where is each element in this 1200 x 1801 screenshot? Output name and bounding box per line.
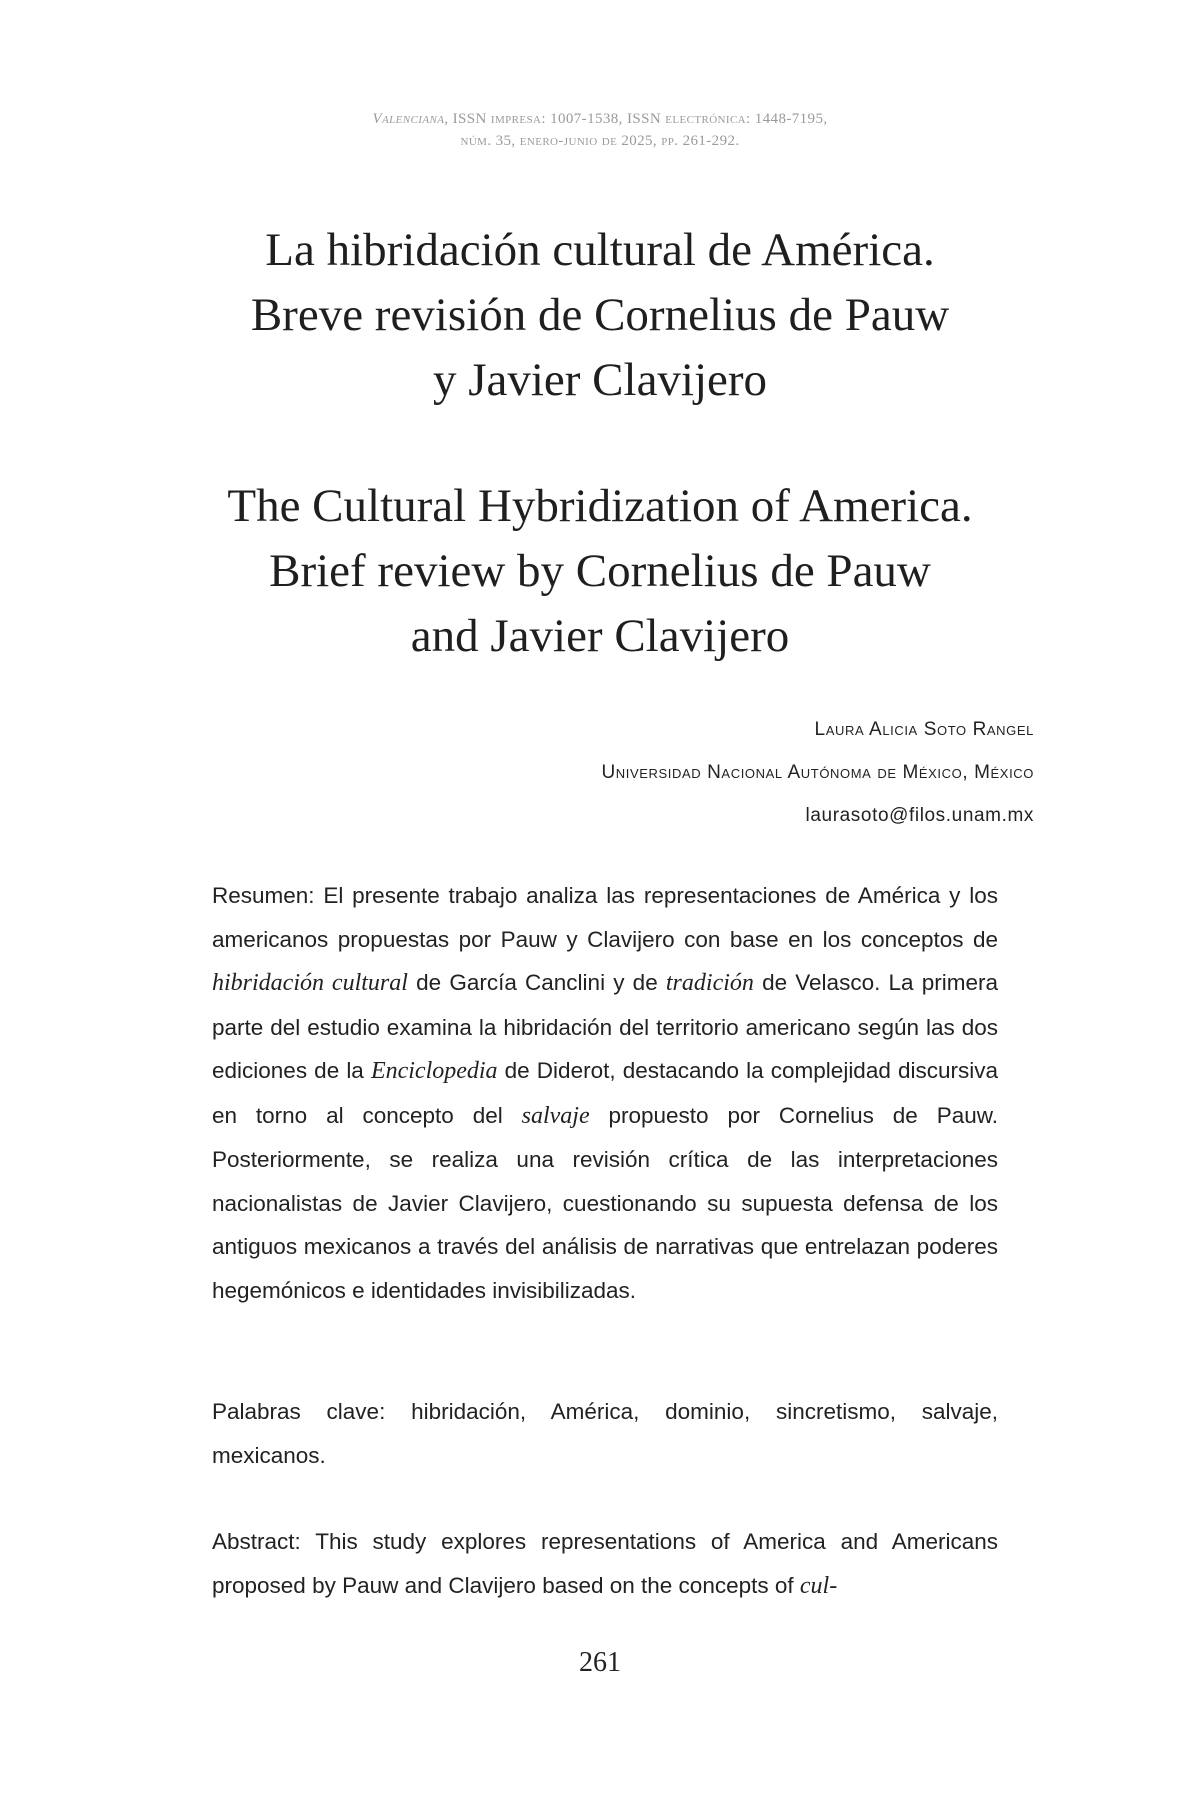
running-header	[0, 108, 1200, 152]
author-name: Laura Alicia Soto Rangel	[814, 719, 1034, 740]
resumen-paragraph	[212, 874, 998, 1312]
journal-name: Valenciana	[372, 111, 445, 127]
palabras-clave-paragraph: Palabras clave: hibridación, América, dominio, sincretismo, salvaje, mexicanos.	[212, 1399, 998, 1468]
title-es-line-2: Breve revisión de Cornelius de Pauw	[250, 289, 950, 341]
resumen-text: de García Canclini y de	[407, 970, 666, 995]
resumen-text: propuesto por Cornelius de Pauw. Posteriormente, se realiza una revisión crítica de las interpretaciones nacionalistas de Javier Clavijero, cuestionando su supuesta defensa de los antiguos mexicanos a través del análisis de narrativas que entrelazan poderes hegemónicos e identidades invisibilizadas.	[212, 1102, 998, 1303]
title-en-line-2: Brief review by Cornelius de Pauw	[269, 545, 931, 597]
resumen-text: de Velasco. La primera parte del estudio examina la hibridación del territorio americano según las dos ediciones de la	[212, 970, 998, 1083]
author-email: laurasoto@filos.unam.mx	[805, 805, 1034, 826]
abstract-emphasis: cul-	[799, 1572, 838, 1599]
abstract-paragraph	[212, 1520, 998, 1608]
title-spanish	[0, 218, 1200, 413]
title-english	[0, 474, 1200, 669]
header-line-2: núm. 35, enero-junio de 2025, pp. 261-292.	[460, 133, 740, 149]
title-en-line-3: and Javier Clavijero	[410, 610, 790, 662]
resumen-emphasis: hibridación cultural	[212, 970, 408, 996]
title-es-line-3: y Javier Clavijero	[432, 354, 768, 406]
title-es-line-1: La hibridación cultural de América.	[265, 224, 935, 276]
resumen-emphasis: salvaje	[521, 1102, 590, 1129]
resumen-emphasis: tradición	[665, 970, 754, 996]
resumen-text: Resumen: El presente trabajo analiza las representaciones de América y los americanos propuestas por Pauw y Clavijero con base en los conceptos de	[212, 883, 998, 952]
resumen-emphasis: Enciclopedia	[370, 1058, 498, 1084]
abstract-text: Abstract: This study explores representations of America and Americans proposed by Pauw and Clavijero based on the concepts of	[212, 1529, 998, 1598]
header-issn: , ISSN impresa: 1007-1538, ISSN electrónica: 1448-7195,	[444, 111, 828, 127]
author-info	[601, 708, 1034, 837]
page-number: 261	[579, 1647, 621, 1678]
resumen-text: de Diderot, destacando la complejidad discursiva en torno al concepto del	[212, 1058, 998, 1128]
title-en-line-1: The Cultural Hybridization of America.	[227, 480, 973, 532]
author-affiliation: Universidad Nacional Autónoma de México, México	[601, 762, 1034, 783]
header-line-1	[0, 108, 1200, 130]
